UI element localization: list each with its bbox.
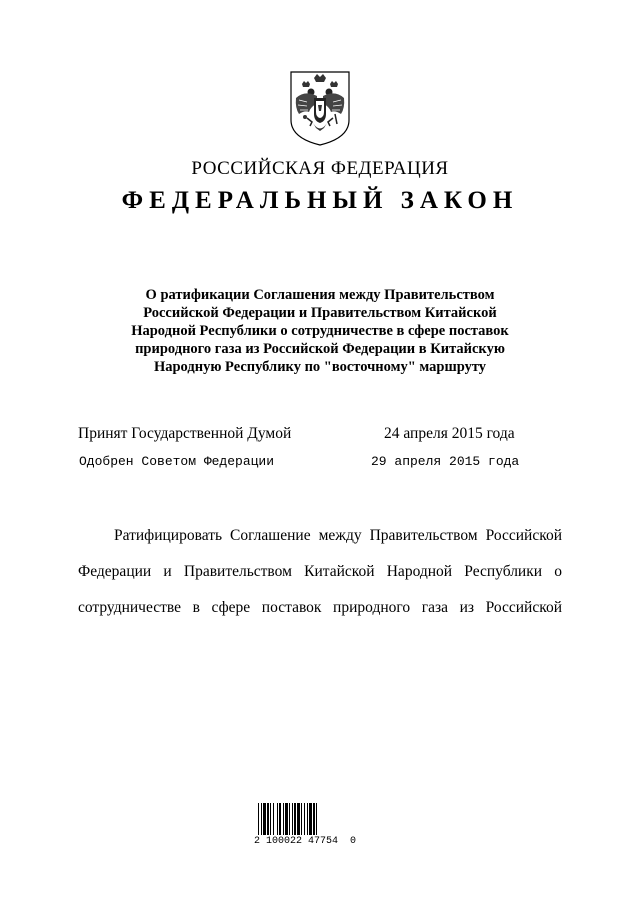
- barcode-bar: [313, 803, 315, 835]
- barcode-bar: [297, 803, 300, 835]
- barcode-bar: [283, 803, 284, 835]
- barcode-bar: [267, 803, 269, 835]
- barcode-bar: [294, 803, 296, 835]
- barcode-bar: [301, 803, 302, 835]
- law-title-line: природного газа из Российской Федерации в Китайскую: [135, 341, 505, 357]
- coat-of-arms-emblem: [287, 68, 353, 148]
- barcode-bar: [307, 803, 308, 835]
- barcode-bar: [279, 803, 281, 835]
- barcode-bar: [258, 803, 259, 835]
- adopted-by-duma-label: Принят Государственной Думой: [78, 425, 292, 442]
- barcode-bar: [273, 803, 274, 835]
- barcode-bar: [277, 803, 278, 835]
- barcode-bar: [309, 803, 312, 835]
- body-text-line: Ратифицировать Соглашение между Правительством Российской: [114, 527, 562, 544]
- barcode-bar: [289, 803, 290, 835]
- state-name: РОССИЙСКАЯ ФЕДЕРАЦИЯ: [191, 158, 449, 179]
- barcode-number: 2 100022 47754 0: [254, 836, 357, 847]
- adopted-date: 24 апреля 2015 года: [384, 425, 515, 442]
- approved-date: 29 апреля 2015 года: [371, 454, 520, 469]
- law-title: [95, 286, 545, 376]
- law-title-line: Народной Республики о сотрудничестве в сфере поставок: [131, 323, 509, 339]
- document-type-heading: ФЕДЕРАЛЬНЫЙ ЗАКОН: [121, 187, 519, 214]
- approved-by-council-label: Одобрен Советом Федерации: [79, 454, 275, 469]
- law-title-line: О ратификации Соглашения между Правительством: [145, 287, 495, 303]
- barcode-bar: [261, 803, 262, 835]
- law-title-line: Российской Федерации и Правительством Китайской: [143, 305, 497, 321]
- barcode-bar: [285, 803, 288, 835]
- barcode-bar: [316, 803, 317, 835]
- barcode: [258, 803, 344, 835]
- barcode-bar: [304, 803, 305, 835]
- barcode-bar: [270, 803, 271, 835]
- body-text-line: сотрудничестве в сфере поставок природного газа из Российской: [78, 599, 562, 616]
- body-text-line: Федерации и Правительством Китайской Народной Республики о: [78, 563, 562, 580]
- barcode-bar: [263, 803, 266, 835]
- law-title-line: Народную Республику по "восточному" маршруту: [153, 359, 487, 375]
- barcode-bar: [292, 803, 293, 835]
